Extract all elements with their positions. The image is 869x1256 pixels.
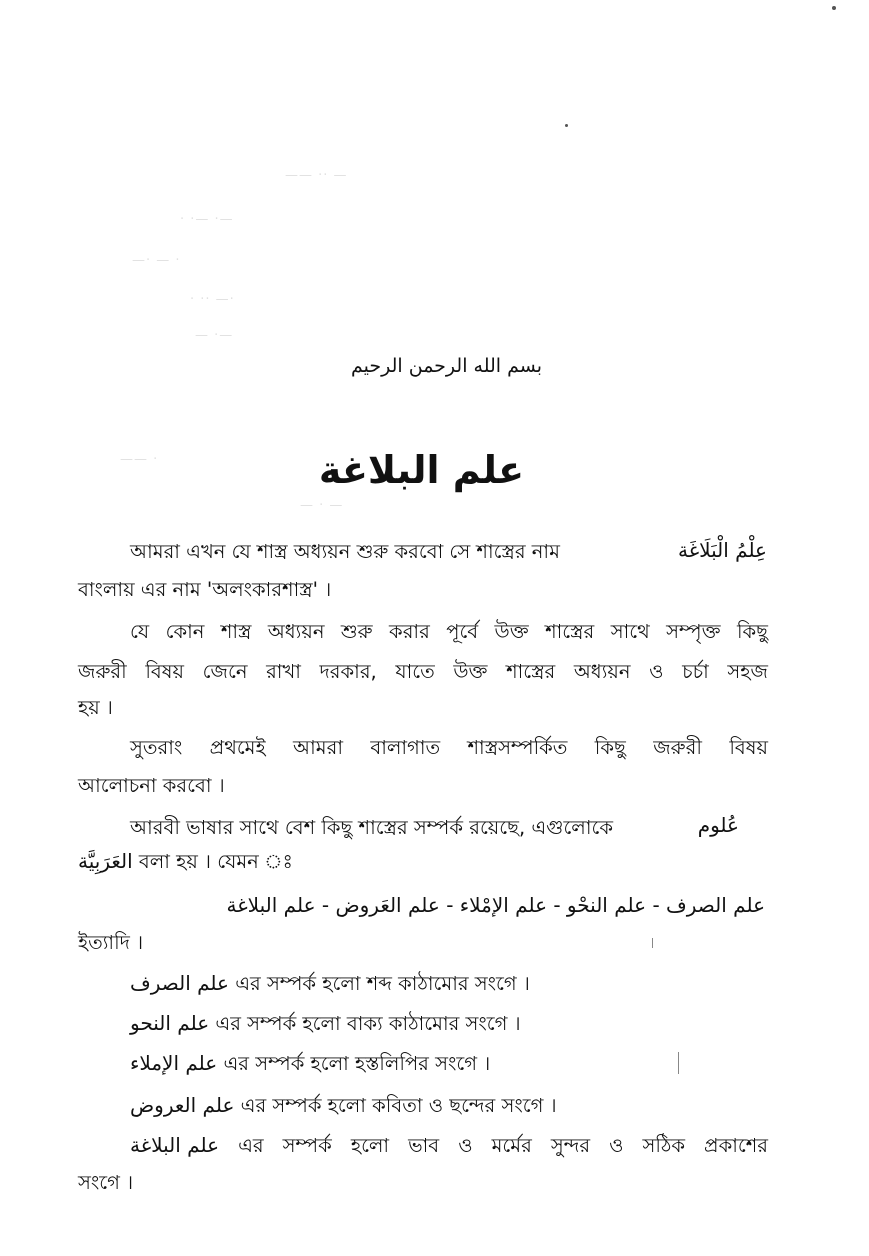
- paragraph-text: জরুরী বিষয় জেনে রাখা দরকার, যাতে উক্ত শাস্ত্রের অধ্যয়ন ও চর্চা সহজ: [78, 660, 768, 683]
- paragraph-text: সুতরাং প্রথমেই আমরা বালাগাত শাস্ত্রসম্পর্কিত কিছু জরুরী বিষয়: [130, 736, 768, 759]
- paragraph-line: [130, 733, 768, 763]
- arabic-term: علم البلاغة: [130, 1133, 220, 1157]
- paragraph-text: বলা হয় । যেমন ঃ: [138, 850, 293, 873]
- bleed-through-text: —· — ·: [132, 253, 181, 268]
- relation-line: [130, 968, 530, 999]
- relation-text: এর সম্পর্ক হলো শব্দ কাঠামোর সংগে ।: [235, 972, 530, 995]
- arabic-term: علم الإملاء: [130, 1051, 218, 1075]
- relation-line: [130, 1090, 557, 1121]
- speck: [565, 124, 568, 127]
- bleed-through-text: — ·—: [195, 328, 234, 343]
- arabic-term: العَرَبِيَّة: [78, 849, 133, 873]
- page-title-text: علم البلاغة: [318, 448, 525, 492]
- paragraph-line: [78, 1168, 133, 1198]
- paragraph-text: আমরা এখন যে শাস্ত্র অধ্যয়ন শুরু করবো সে শাস্ত্রের নাম: [130, 540, 560, 563]
- bleed-through-text: · ·— ·—: [180, 212, 234, 227]
- bismillah-text: بسم الله الرحمن الرحيم: [351, 355, 542, 377]
- relation-text: এর সম্পর্ক হলো হস্তলিপির সংগে ।: [223, 1052, 491, 1075]
- relation-line: [130, 1130, 768, 1161]
- bleed-through-text: —— ·: [120, 452, 159, 467]
- arabic-term: عُلوم: [697, 813, 739, 837]
- paragraph-text: আরবী ভাষার সাথে বেশ কিছু শাস্ত্রের সম্পর্ক রয়েছে, এগুলোকে: [130, 816, 613, 839]
- arabic-term: علم العروض: [130, 1093, 235, 1117]
- speck: [652, 938, 653, 948]
- page-title: [0, 448, 869, 492]
- paragraph-line: [78, 657, 768, 687]
- paragraph-line: [130, 813, 613, 843]
- paragraph-text: হয় ।: [78, 696, 113, 719]
- bismillah-heading: [0, 355, 869, 377]
- paragraph-line: [130, 537, 560, 567]
- paragraph-line: [78, 575, 331, 605]
- paragraph-line: [78, 771, 225, 801]
- paragraph-line: [78, 928, 143, 958]
- bleed-through-text: —— ·· —: [285, 168, 348, 183]
- paragraph-text: ইত্যাদি ।: [78, 931, 144, 954]
- relation-line: [130, 1008, 521, 1039]
- speck: [832, 6, 836, 10]
- arabic-sciences-list: علم الصرف - علم النحْو - علم الإمْلاء - علم العَروض - علم البلاغة: [226, 893, 765, 917]
- relation-line: [130, 1048, 490, 1079]
- paragraph-text: আলোচনা করবো ।: [78, 774, 225, 797]
- paragraph-text: বাংলায় এর নাম 'অলংকারশাস্ত্র' ।: [78, 578, 332, 601]
- relation-text: এর সম্পর্ক হলো ভাব ও মর্মের সুন্দর ও সঠিক প্রকাশের: [238, 1134, 769, 1157]
- paragraph-line: [78, 693, 113, 723]
- speck: [678, 1052, 679, 1074]
- arabic-term: عِلْمُ الْبَلَاغَة: [677, 538, 767, 562]
- arabic-term: علم النحو: [130, 1011, 210, 1035]
- relation-text: এর সম্পর্ক হলো কবিতা ও ছন্দের সংগে ।: [240, 1094, 557, 1117]
- paragraph-text: সংগে ।: [78, 1171, 134, 1194]
- bleed-through-text: — · —: [300, 498, 344, 513]
- paragraph-line: [130, 617, 768, 647]
- arabic-term: علم الصرف: [130, 971, 229, 995]
- paragraph-text: যে কোন শাস্ত্র অধ্যয়ন শুরু করার পূর্বে উক্ত শাস্ত্রের সাথে সম্পৃক্ত কিছু: [130, 620, 768, 643]
- relation-text: এর সম্পর্ক হলো বাক্য কাঠামোর সংগে ।: [215, 1012, 521, 1035]
- paragraph-line: [78, 846, 293, 877]
- bleed-through-text: · ·· —·: [190, 292, 235, 307]
